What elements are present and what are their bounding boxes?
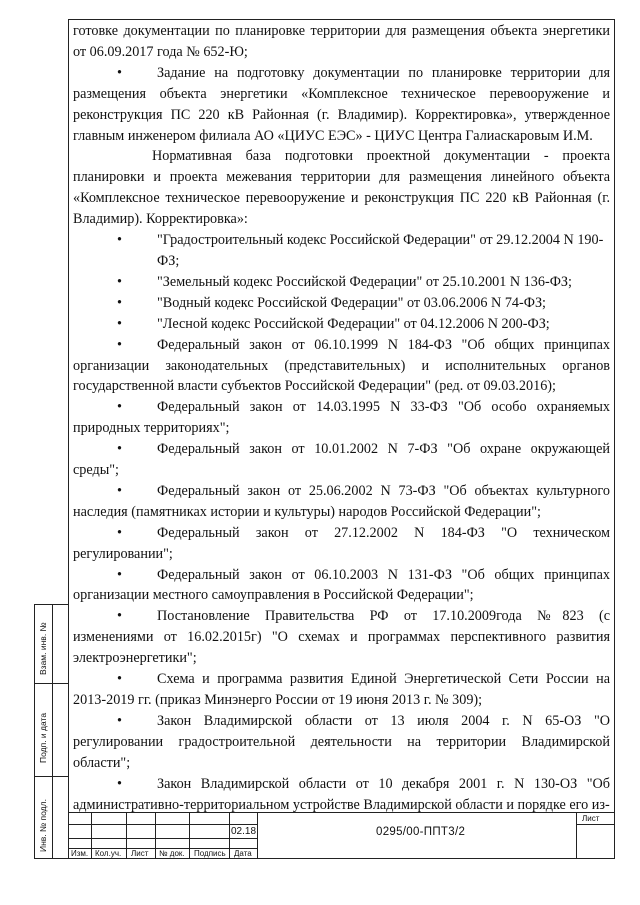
title-block xyxy=(68,812,615,859)
bullet: • xyxy=(117,524,122,541)
side-stamp-divider xyxy=(35,683,68,684)
title-block-divider xyxy=(576,813,577,859)
paragraph: готовке документации по планировке территории для размещения объекта энергетики от 06.09.2017 года № 652-Ю; xyxy=(73,23,610,60)
list-item: • Федеральный закон от 06.10.1999 N 184-ФЗ "Об общих принципах организации законодательных (представительных) и исполнительных органов государственной власти субъектов Российской Федерации" (ред. от 09.03.2016); xyxy=(73,336,610,395)
bullet: • xyxy=(117,712,122,729)
list-item: • Федеральный закон от 06.10.2003 N 131-ФЗ "Об общих принципах организации местного самоуправления в Российской Федерации"; xyxy=(73,566,610,604)
list-item: • Схема и программа развития Единой Энергетической Сети России на 2013-2019 гг. (приказ Минэнерго России от 19 июня 2013 г. № 309); xyxy=(73,671,610,708)
list-item: • "Водный кодекс Российской Федерации" от 03.06.2006 N 74-ФЗ; xyxy=(73,293,610,314)
title-block-row-line xyxy=(68,838,257,839)
bullet: • xyxy=(117,608,122,625)
title-block-row-line xyxy=(576,824,615,825)
column-label-podpis: Подпись xyxy=(194,849,226,858)
title-block-divider xyxy=(126,813,127,859)
list-item: • Закон Владимирской области от 10 декабря 2001 г. N 130-ОЗ "Об административно-территориальном устройстве Владимирской области и порядке его из- xyxy=(73,775,610,813)
bullet: • xyxy=(117,64,122,81)
list-item: • Закон Владимирской области от 13 июля 2004 г. N 65-ОЗ "О регулировании градостроительной деятельности на территории Владимирской области"; xyxy=(73,712,610,771)
signature-date-label: Подп. и дата xyxy=(38,712,48,763)
bullet: • xyxy=(117,775,122,792)
bullet: • xyxy=(117,482,122,499)
list-item: • Федеральный закон от 25.06.2002 N 73-ФЗ "Об объектах культурного наследия (памятниках истории и культуры) народов Российской Федерации"; xyxy=(73,482,610,520)
list-item: • Федеральный закон от 10.01.2002 N 7-ФЗ "Об охране окружающей среды"; xyxy=(73,441,610,479)
side-stamp-divider xyxy=(35,776,68,777)
bullet: • xyxy=(117,336,122,353)
title-block-divider xyxy=(189,813,190,859)
column-label-n-dok: № док. xyxy=(159,849,185,858)
replaces-inventory-label: Взам. инв. № xyxy=(38,622,48,675)
column-label-kol-uch: Кол.уч. xyxy=(95,849,122,858)
date-value: 02.18 xyxy=(231,826,257,837)
column-label-izm: Изм. xyxy=(71,849,89,858)
bullet: • xyxy=(117,315,122,332)
document-code: 0295/00-ППТ3/2 xyxy=(376,826,466,838)
title-block-divider xyxy=(155,813,156,859)
list-item: • Федеральный закон от 27.12.2002 N 184-ФЗ "О техническом регулировании"; xyxy=(73,524,610,562)
bullet: • xyxy=(117,273,122,290)
list-item: • "Земельный кодекс Российской Федерации" от 25.10.2001 N 136-ФЗ; xyxy=(73,272,610,293)
paragraph-normative-base: Нормативная база подготовки проектной документации - проекта планировки и проекта межевания территории для размещения линейного объекта «Комплексное техническое перевооружение и реконструкция ПС 220 кВ Районная (г. Владимир). Корректировка»: xyxy=(73,148,610,228)
bullet: • xyxy=(117,566,122,583)
column-label-data: Дата xyxy=(234,849,252,858)
paragraph-task: • Задание на подготовку документации по планировке территории для размещения объекта энергетики «Комплексное техническое перевооружение и реконструкция ПС 220 кВ Районная (г. Владимир). Корректировка», утвержденное главным инженером филиала АО «ЦИУС ЕЭС» - ЦИУС Центра Галиаскаровым И.М. xyxy=(73,64,610,144)
bullet: • xyxy=(117,232,122,249)
column-label-list: Лист xyxy=(131,849,149,858)
list-item: • Постановление Правительства РФ от 17.10.2009года №823 (с изменениями от 16.02.2015г) "О схемах и программах перспективного развития электроэнергетики"; xyxy=(73,608,610,667)
title-block-divider xyxy=(257,813,258,859)
title-block-divider xyxy=(229,813,230,859)
side-approval-stamp xyxy=(34,604,68,859)
list-item: • Федеральный закон от 14.03.1995 N 33-ФЗ "Об особо охраняемых природных территориях"; xyxy=(73,399,610,437)
original-inventory-label: Инв. № подл. xyxy=(38,799,48,852)
title-block-row-line xyxy=(68,824,257,825)
list-item: • "Градостроительный кодекс Российской Федерации" от 29.12.2004 N 190-ФЗ; xyxy=(117,232,604,269)
list-item: • "Лесной кодекс Российской Федерации" от 04.12.2006 N 200-ФЗ; xyxy=(73,314,610,335)
sheet-label: Лист xyxy=(582,814,600,823)
document-body xyxy=(73,21,610,815)
title-block-divider xyxy=(91,813,92,859)
bullet: • xyxy=(117,294,122,311)
bullet: • xyxy=(117,441,122,458)
bullet: • xyxy=(117,671,122,688)
bullet: • xyxy=(117,399,122,416)
